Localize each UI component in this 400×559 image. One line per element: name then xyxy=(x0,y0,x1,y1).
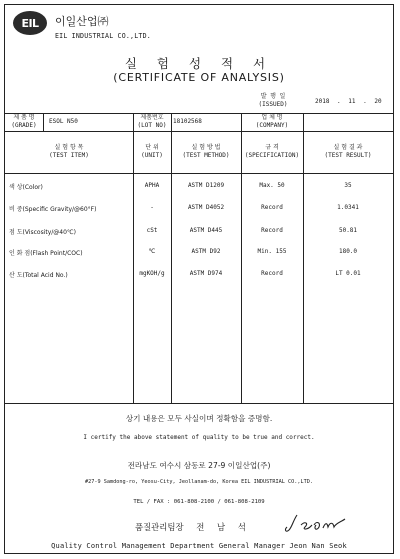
row-unit: - xyxy=(150,204,154,211)
row-unit: ℃ xyxy=(148,248,156,255)
lot-label xyxy=(133,113,171,131)
row-result: 35 xyxy=(344,182,352,189)
lot-value-text: 18102568 xyxy=(173,118,202,125)
manager-korean: 품질관리팀장 전 남 석 xyxy=(135,522,246,532)
row-method: ASTM D1209 xyxy=(187,182,225,189)
grade-label-ko: 제 품 명 xyxy=(13,114,35,121)
header-en: (TEST RESULT) xyxy=(324,152,372,159)
row-method: ASTM D92 xyxy=(191,248,221,255)
row-result: LT 0.01 xyxy=(335,270,361,277)
header-unit xyxy=(133,131,171,173)
title-korean: 실 험 성 적 서 xyxy=(124,56,274,71)
tel-fax: TEL / FAX : 061-808-2100 / 061-808-2109 xyxy=(133,499,265,505)
header-test-item xyxy=(5,131,133,173)
row-item: 점 도(Viscosity/@40℃) xyxy=(9,229,77,236)
row-item: 산 도(Total Acid No.) xyxy=(9,272,68,279)
signature-image xyxy=(283,511,353,535)
header-test-result xyxy=(303,131,393,173)
header-test-method xyxy=(171,131,241,173)
divider xyxy=(5,403,393,404)
company-label-en: (COMPANY) xyxy=(255,122,289,129)
statement-english: I certify the above statement of quality to be true and correct. xyxy=(83,434,315,441)
issued-label xyxy=(245,93,301,109)
lot-label-en: (LOT NO) xyxy=(137,122,167,129)
row-method: ASTM D974 xyxy=(189,270,223,277)
row-item: 색 상(Color) xyxy=(9,184,43,191)
company-label-ko: 업 체 명 xyxy=(261,114,283,121)
header-en: (UNIT) xyxy=(141,152,163,159)
divider xyxy=(43,113,44,131)
row-spec: Max. 50 xyxy=(259,182,285,189)
row-spec: Record xyxy=(261,270,283,277)
grade-value-text: ESOL N50 xyxy=(49,118,78,125)
header-specification xyxy=(241,131,303,173)
header-en: (TEST ITEM) xyxy=(49,152,89,159)
row-spec: Record xyxy=(261,227,283,234)
row-result: 1.0341 xyxy=(337,204,359,211)
company-value xyxy=(305,113,393,131)
divider xyxy=(303,113,304,131)
header-ko: 실 험 방 법 xyxy=(191,144,221,151)
title-english: (CERTIFICATE OF ANALYSIS) xyxy=(113,71,285,84)
header-en: (TEST METHOD) xyxy=(182,152,230,159)
row-item: 비 중(Specific Gravity/@60°F) xyxy=(9,206,97,213)
statement-korean: 상기 내용은 모두 사실이며 정확함을 증명함. xyxy=(125,414,273,423)
row-method: ASTM D4052 xyxy=(187,204,225,211)
lot-value xyxy=(173,113,239,131)
company-label xyxy=(241,113,303,131)
issued-label-en: (ISSUED) xyxy=(258,101,288,108)
row-unit: cSt xyxy=(146,227,158,234)
row-spec: Record xyxy=(261,204,283,211)
issued-date: 2018 . 11 . 20 xyxy=(315,98,382,105)
row-unit: mgKOH/g xyxy=(139,270,165,277)
issued-label-ko: 발 행 일 xyxy=(260,93,286,100)
header-en: (SPECIFICATION) xyxy=(244,152,300,159)
grade-value xyxy=(49,113,129,131)
row-item: 인 화 점(Flash Point/COC) xyxy=(9,250,83,257)
grade-label xyxy=(5,113,43,131)
header-ko: 실 험 결 과 xyxy=(333,144,363,151)
address-korean: 전라남도 여수시 삼동로 27-9 이일산업(주) xyxy=(127,461,271,470)
row-spec: Min. 155 xyxy=(257,248,287,255)
row-result: 50.81 xyxy=(338,227,358,234)
company-name-ko: 이일산업㈜ xyxy=(55,15,109,28)
company-name-en: EIL INDUSTRIAL CO.,LTD. xyxy=(55,32,151,40)
certificate-page xyxy=(4,4,394,554)
divider xyxy=(171,113,172,131)
grade-label-en: (GRADE) xyxy=(11,122,37,129)
address-english: #27-9 Samdong-ro, Yeosu-City, Jeollanam-do, Korea EIL INDUSTRIAL CO.,LTD. xyxy=(85,479,313,485)
row-unit: APHA xyxy=(144,182,160,189)
header-ko: 단 위 xyxy=(145,144,159,151)
company-logo xyxy=(13,11,47,35)
manager-english: Quality Control Management Department General Manager Jeon Nan Seok xyxy=(51,542,347,550)
row-result: 180.0 xyxy=(338,248,358,255)
divider xyxy=(5,173,393,174)
header-ko: 실 험 항 목 xyxy=(54,144,84,151)
header-ko: 규 격 xyxy=(265,144,279,151)
logo-text: EIL xyxy=(21,16,39,30)
row-method: ASTM D445 xyxy=(189,227,223,234)
lot-label-ko: 제품번호 xyxy=(140,114,164,121)
